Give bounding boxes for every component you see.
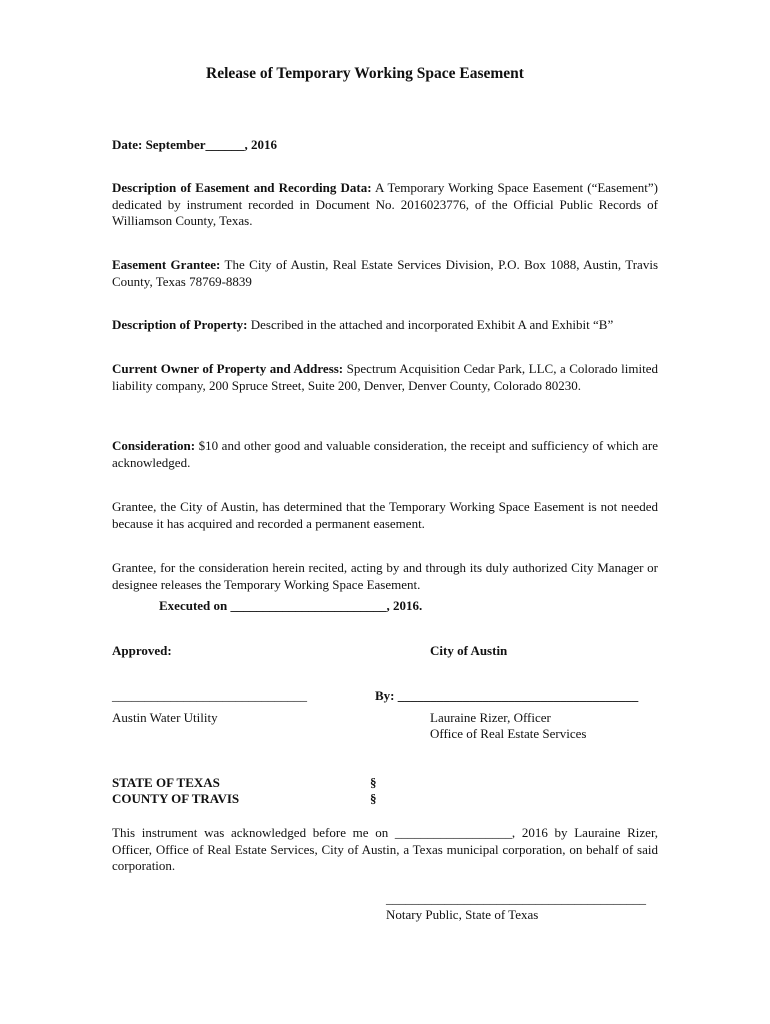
date-label: Date: — [112, 137, 143, 152]
notary-label: Notary Public, State of Texas — [386, 907, 539, 922]
city-of-austin-label: City of Austin — [430, 643, 508, 658]
state-label: STATE OF TEXAS — [112, 775, 220, 790]
easement-grantee — [112, 257, 658, 290]
section-symbol-1: § — [370, 775, 377, 790]
approved-signature-line: ______________________________ — [112, 688, 307, 703]
date-line — [112, 137, 658, 154]
right-signer-name: Lauraine Rizer, Officer — [430, 710, 551, 725]
left-signer-name: Austin Water Utility — [112, 710, 218, 725]
property-description-label: Description of Property: — [112, 317, 248, 332]
executed-on-line: Executed on ________________________, 2016. — [159, 598, 423, 613]
consideration — [112, 438, 658, 471]
county-label: COUNTY OF TRAVIS — [112, 791, 240, 806]
easement-grantee-label: Easement Grantee: — [112, 257, 221, 272]
consideration-text: $10 and other good and valuable consideration, the receipt and sufficiency of which are acknowledged. — [112, 438, 658, 470]
property-description-text: Described in the attached and incorporated Exhibit A and Exhibit “B” — [250, 317, 614, 332]
release-paragraph: Grantee, for the consideration herein recited, acting by and through its duly authorized City Manager or designee releases the Temporary Working Space Easement. — [112, 560, 658, 592]
right-signer-office: Office of Real Estate Services — [430, 726, 587, 741]
determination-paragraph: Grantee, the City of Austin, has determined that the Temporary Working Space Easement is not needed because it has acquired and recorded a permanent easement. — [112, 499, 658, 531]
current-owner — [112, 361, 658, 394]
notary-signature-line: ________________________________________ — [386, 891, 646, 906]
section-symbol-2: § — [370, 791, 377, 806]
consideration-label: Consideration: — [112, 438, 196, 453]
by-signature-line: By: _____________________________________ — [375, 688, 639, 703]
current-owner-text: Spectrum Acquisition Cedar Park, LLC, a Colorado limited liability company, 200 Spruce Street, Suite 200, Denver, Denver County, Colorado 80230. — [112, 361, 658, 393]
acknowledgment-paragraph: This instrument was acknowledged before me on __________________, 2016 by Lauraine Rizer, Officer, Office of Real Estate Services, City of Austin, a Texas municipal corporation, on behalf of said corporation. — [112, 825, 658, 873]
date-value: September______, 2016 — [145, 137, 278, 152]
approved-label: Approved: — [112, 643, 172, 658]
easement-description — [112, 180, 658, 230]
easement-description-label: Description of Easement and Recording Data: — [112, 180, 372, 195]
property-description — [112, 317, 672, 334]
easement-grantee-text: The City of Austin, Real Estate Services Division, P.O. Box 1088, Austin, Travis County, Texas 78769-8839 — [112, 257, 658, 289]
document-title: Release of Temporary Working Space Easement — [206, 65, 524, 82]
current-owner-label: Current Owner of Property and Address: — [112, 361, 344, 376]
easement-description-text: A Temporary Working Space Easement (“Easement”) dedicated by instrument recorded in Document No. 2016023776, of the Official Public Records of Williamson County, Texas. — [112, 180, 658, 228]
